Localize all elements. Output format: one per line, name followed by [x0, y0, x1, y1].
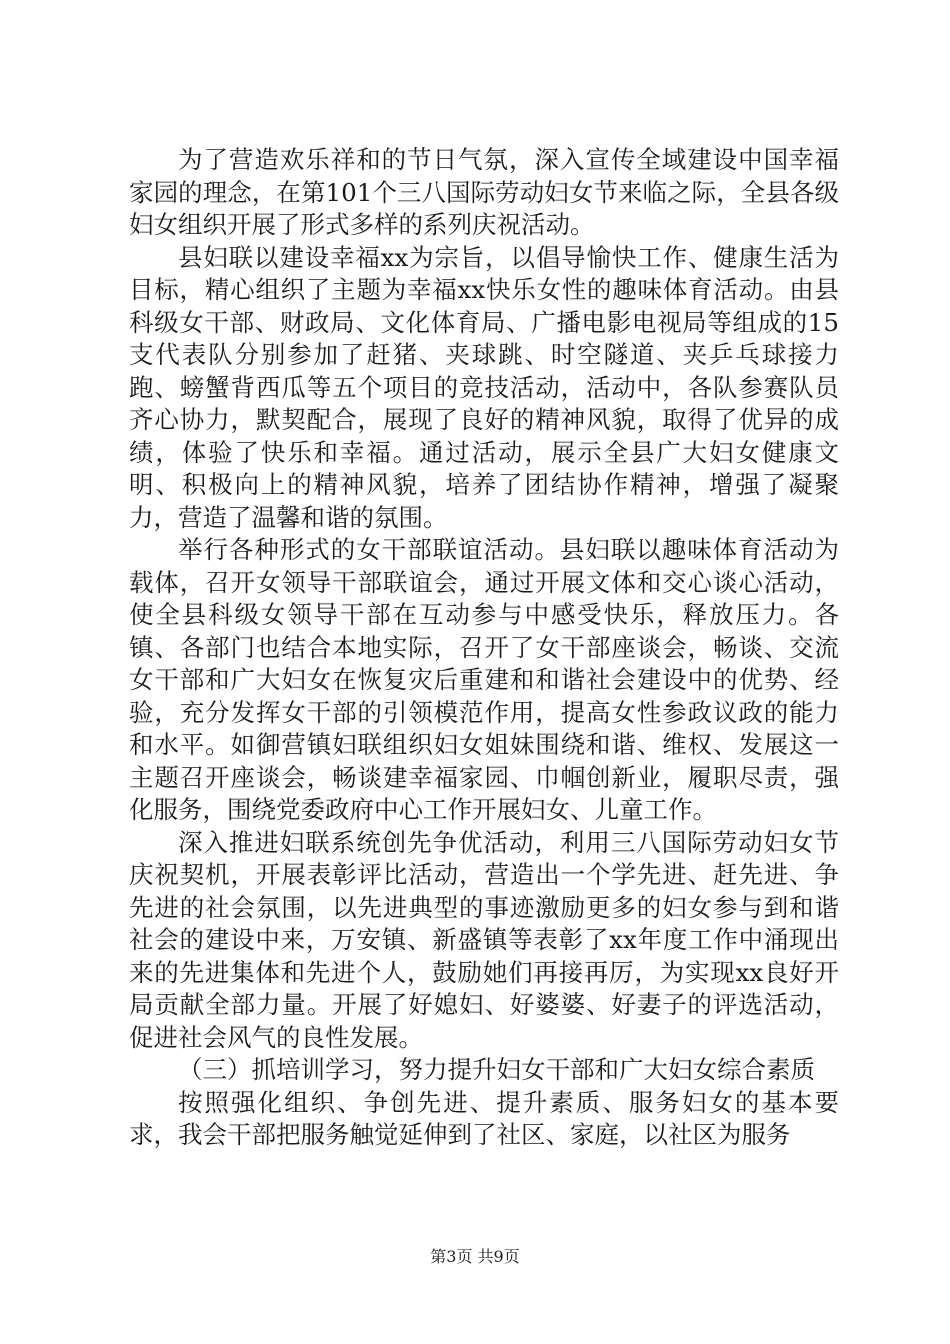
section-heading: （三）抓培训学习，努力提升妇女干部和广大妇女综合素质: [178, 1055, 815, 1084]
document-body: [129, 144, 839, 1152]
paragraph-5: 按照强化组织、争创先进、提升素质、服务妇女的基本要求，我会干部把服务触觉延伸到了社区、家庭，以社区为服务: [129, 1087, 839, 1149]
paragraph-1: 为了营造欢乐祥和的节日气氛，深入宣传全域建设中国幸福家园的理念，在第101个三八国际劳动妇女节来临之际，全县各级妇女组织开展了形式多样的系列庆祝活动。: [129, 145, 839, 239]
paragraph-4: 深入推进妇联系统创先争优活动，利用三八国际劳动妇女节庆祝契机，开展表彰评比活动，营造出一个学先进、赶先进、争先进的社会氛围，以先进典型的事迹激励更多的妇女参与到和谐社会的建设中来，万安镇、新盛镇等表彰了xx年度工作中涌现出来的先进集体和先进个人，鼓励她们再接再厉，为实现xx良好开局贡献全部力量。开展了好媳妇、好婆婆、好妻子的评选活动，促进社会风气的良性发展。: [129, 827, 839, 1052]
page-footer: 第3页 共9页: [430, 1247, 520, 1266]
paragraph-3: 举行各种形式的女干部联谊活动。县妇联以趣味体育活动为载体，召开女领导干部联谊会，通过开展文体和交心谈心活动，使全县科级女领导干部在互动参与中感受快乐，释放压力。各镇、各部门也结合本地实际，召开了女干部座谈会，畅谈、交流女干部和广大妇女在恢复灾后重建和和谐社会建设中的优势、经验，充分发挥女干部的引领模范作用，提高女性参政议政的能力和水平。如御营镇妇联组织妇女姐妹围绕和谐、维权、发展这一主题召开座谈会，畅谈建幸福家园、巾帼创新业，履职尽责，强化服务，围绕党委政府中心工作开展妇女、儿童工作。: [129, 535, 839, 824]
paragraph-2: 县妇联以建设幸福xx为宗旨，以倡导愉快工作、健康生活为目标，精心组织了主题为幸福xx快乐女性的趣味体育活动。由县科级女干部、财政局、文化体育局、广播电影电视局等组成的15支代表队分别参加了赶猪、夹球跳、时空隧道、夹乒乓球接力跑、螃蟹背西瓜等五个项目的竞技活动，活动中，各队参赛队员齐心协力，默契配合，展现了良好的精神风貌，取得了优异的成绩，体验了快乐和幸福。通过活动，展示全县广大妇女健康文明、积极向上的精神风貌，培养了团结协作精神，增强了凝聚力，营造了温馨和谐的氛围。: [129, 242, 839, 532]
